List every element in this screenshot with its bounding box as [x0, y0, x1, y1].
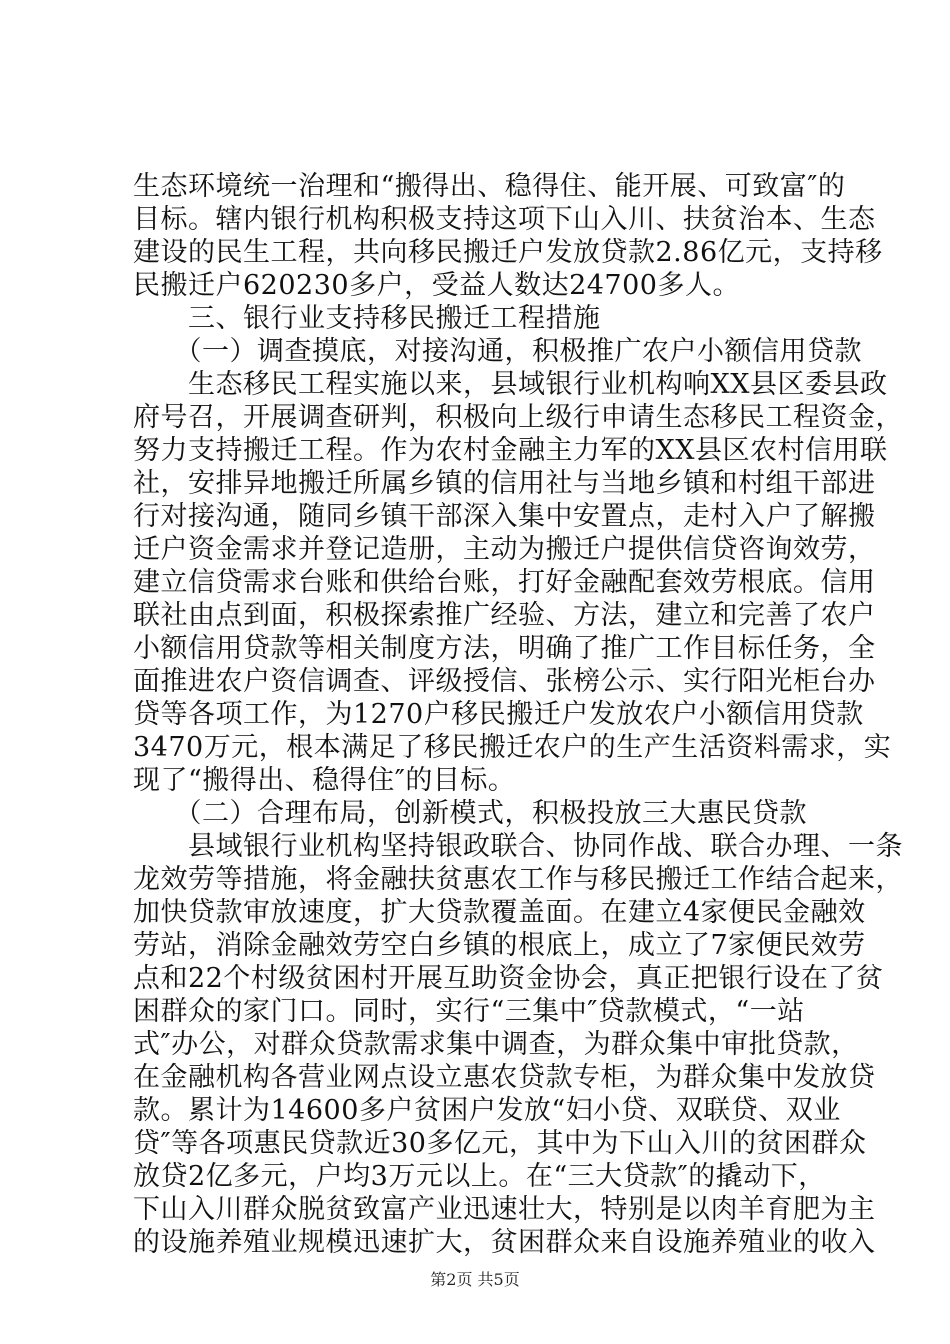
- text-line: 行对接沟通，随同乡镇干部深入集中安置点，走村入户了解搬: [133, 501, 876, 532]
- text-line: 在金融机构各营业网点设立惠农贷款专柜，为群众集中发放贷: [133, 1062, 876, 1093]
- text-line: 努力支持搬迁工程。作为农村金融主力军的XX县区农村信用联: [133, 435, 888, 466]
- text-line: 的设施养殖业规模迅速扩大，贫困群众来自设施养殖业的收入: [133, 1227, 876, 1258]
- text-line: 建设的民生工程，共向移民搬迁户发放贷款2.86亿元，支持移: [133, 237, 883, 268]
- text-line: 三、银行业支持移民搬迁工程措施: [133, 303, 601, 334]
- text-line: 民搬迁户620230多户，受益人数达24700多人。: [133, 270, 740, 301]
- document-body: [133, 170, 903, 1259]
- text-line: 3470万元，根本满足了移民搬迁农户的生产生活资料需求，实: [133, 732, 892, 763]
- text-line: 加快贷款审放速度，扩大贷款覆盖面。在建立4家便民金融效: [133, 897, 866, 928]
- text-line: 县域银行业机构坚持银政联合、协同作战、联合办理、一条: [133, 831, 903, 862]
- text-line: 府号召，开展调查研判，积极向上级行申请生态移民工程资金，: [133, 402, 903, 433]
- text-line: 建立信贷需求台账和供给台账，打好金融配套效劳根底。信用: [133, 567, 876, 598]
- text-line: 目标。辖内银行机构积极支持这项下山入川、扶贫治本、生态: [133, 204, 876, 235]
- text-line: 生态移民工程实施以来，县域银行业机构响XX县区委县政: [133, 369, 888, 400]
- text-line: 小额信用贷款等相关制度方法，明确了推广工作目标任务，全: [133, 633, 876, 664]
- text-line: 款。累计为14600多户贫困户发放“妇小贷、双联贷、双业: [133, 1095, 841, 1126]
- text-line: 龙效劳等措施，将金融扶贫惠农工作与移民搬迁工作结合起来，: [133, 864, 903, 895]
- text-line: 迁户资金需求并登记造册，主动为搬迁户提供信贷咨询效劳，: [133, 534, 876, 565]
- text-line: 式″办公，对群众贷款需求集中调查，为群众集中审批贷款，: [133, 1029, 859, 1060]
- text-line: 劳站，消除金融效劳空白乡镇的根底上，成立了7家便民效劳: [133, 930, 866, 961]
- text-line: 联社由点到面，积极探索推广经验、方法，建立和完善了农户: [133, 600, 876, 631]
- text-line: 困群众的家门口。同时，实行“三集中″贷款模式，“一站: [133, 996, 805, 1027]
- page-footer: 第2页 共5页: [430, 1270, 520, 1289]
- text-line: 现了“搬得出、稳得住″的目标。: [133, 765, 516, 796]
- text-line: 下山入川群众脱贫致富产业迅速壮大，特别是以肉羊育肥为主: [133, 1194, 876, 1225]
- text-line: （一）调查摸底，对接沟通，积极推广农户小额信用贷款: [133, 336, 862, 367]
- text-line: 放贷2亿多元，户均3万元以上。在“三大贷款″的撬动下，: [133, 1161, 826, 1192]
- text-line: 点和22个村级贫困村开展互助资金协会，真正把银行设在了贫: [133, 963, 884, 994]
- text-line: 生态环境统一治理和“搬得出、稳得住、能开展、可致富″的: [133, 171, 846, 202]
- text-line: 社，安排异地搬迁所属乡镇的信用社与当地乡镇和村组干部进: [133, 468, 876, 499]
- text-line: 面推进农户资信调查、评级授信、张榜公示、实行阳光柜台办: [133, 666, 876, 697]
- text-line: 贷等各项工作，为1270户移民搬迁户发放农户小额信用贷款: [133, 699, 864, 730]
- text-line: 贷″等各项惠民贷款近30多亿元，其中为下山入川的贫困群众: [133, 1128, 867, 1159]
- text-line: （二）合理布局，创新模式，积极投放三大惠民贷款: [133, 798, 807, 829]
